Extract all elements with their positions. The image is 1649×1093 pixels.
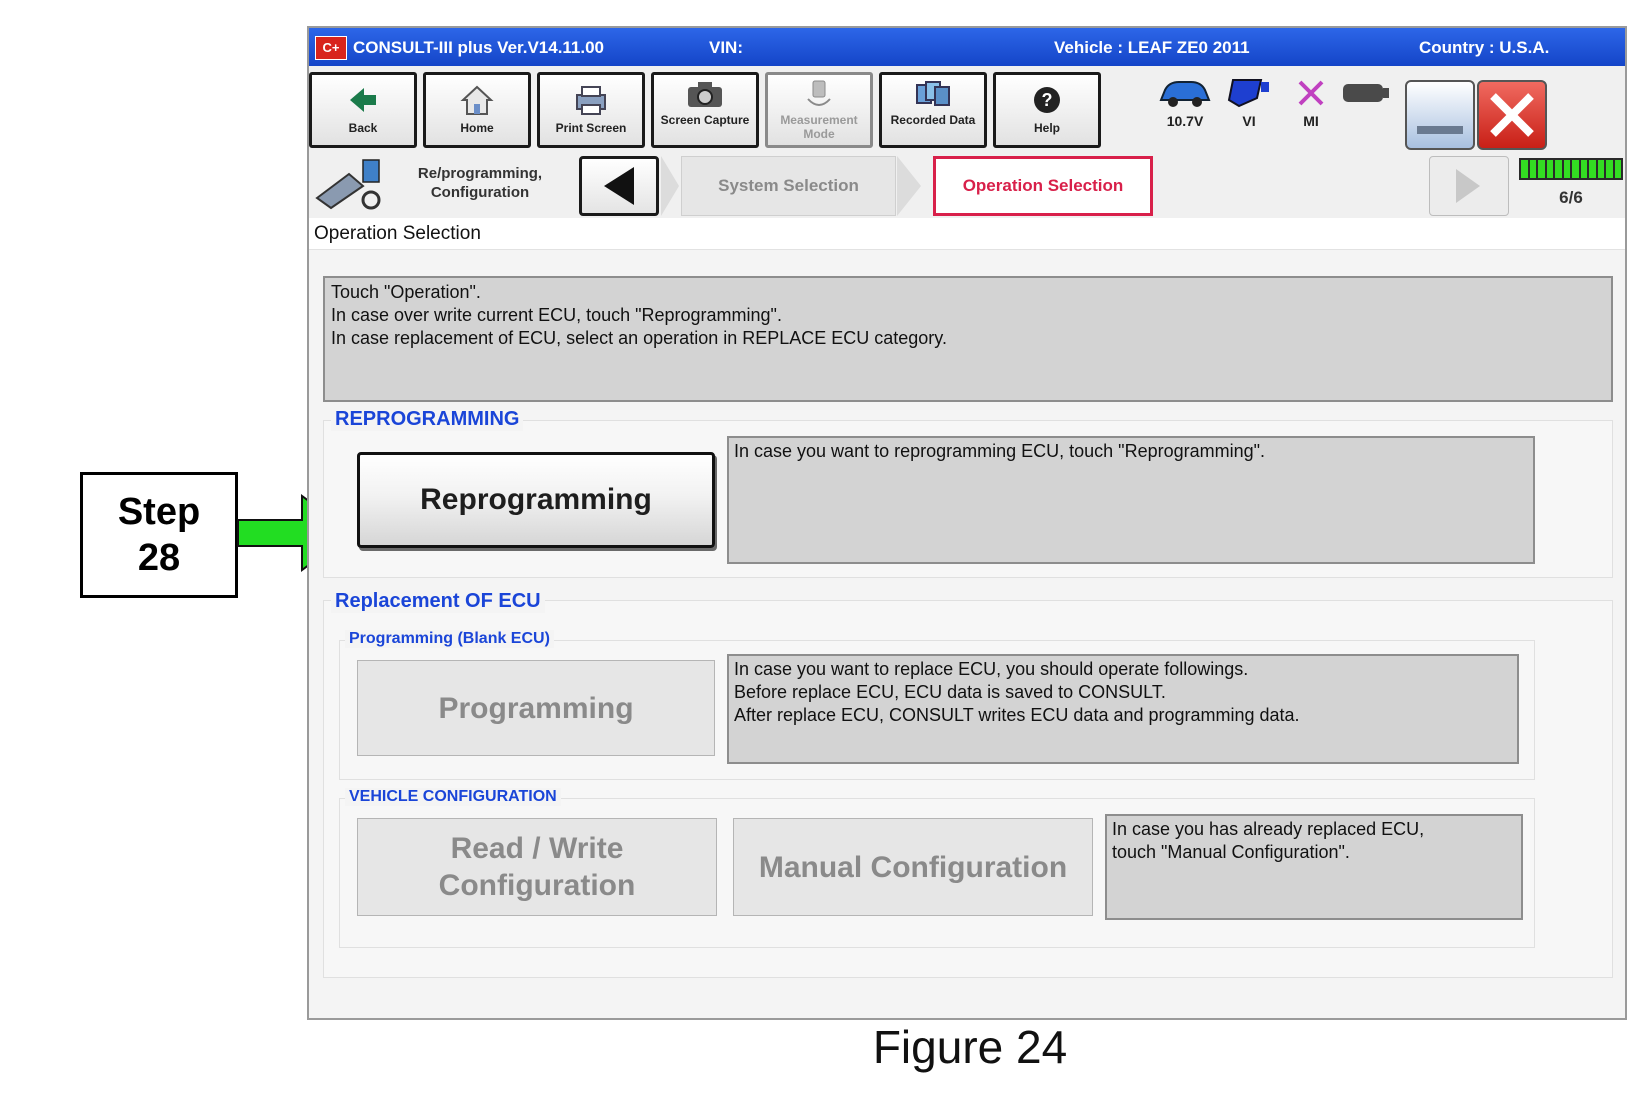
camera-icon [685, 79, 725, 109]
recorded-data-button[interactable] [879, 72, 987, 148]
crumb-system-selection[interactable]: System Selection [681, 156, 896, 216]
connection-status [1335, 76, 1395, 113]
progress-label: 6/6 [1559, 188, 1583, 207]
manual-configuration-description [1105, 814, 1523, 920]
step-number: 28 [137, 537, 181, 579]
mi-label: MI [1303, 113, 1319, 129]
description-line: touch "Manual Configuration". [1112, 842, 1350, 862]
close-icon [1479, 82, 1545, 148]
consult-logo: C+ [315, 36, 347, 60]
description-line: In case you want to replace ECU, you should operate followings. [734, 659, 1249, 679]
button-line: Read / Write [450, 832, 624, 865]
reprogramming-group-label: REPROGRAMMING [331, 408, 523, 431]
crumb-operation-selection[interactable]: Operation Selection [933, 156, 1153, 216]
back-toolbar-button[interactable] [309, 72, 417, 148]
instruction-line: In case replacement of ECU, select an operation in REPLACE ECU category. [331, 328, 947, 348]
reprogramming-icon [313, 156, 393, 216]
vin-label: VIN: [709, 38, 743, 57]
consult-window [307, 26, 1627, 1020]
recorded-data-label: Recorded Data [890, 113, 976, 127]
vi-status [1219, 76, 1279, 129]
programming-subgroup-label: Programming (Blank ECU) [345, 630, 554, 648]
screen-capture-label: Screen Capture [660, 113, 750, 127]
battery-status [1155, 76, 1215, 129]
back-arrow-icon [346, 83, 380, 117]
progress-bar [1519, 158, 1623, 180]
screen-capture-button[interactable] [651, 72, 759, 148]
close-button[interactable] [1477, 80, 1547, 150]
help-icon [1032, 83, 1062, 117]
mi-status [1281, 76, 1341, 129]
title-bar [309, 28, 1625, 66]
measurement-icon [804, 79, 834, 109]
content-area [309, 250, 1625, 1018]
description-line: Before replace ECU, ECU data is saved to CONSULT. [734, 682, 1166, 702]
reprogramming-button[interactable]: Reprogramming [357, 452, 715, 548]
nav-title: Re/programming, Configuration [417, 165, 543, 201]
recorded-data-icon [913, 79, 953, 109]
vehicle-configuration-label: VEHICLE CONFIGURATION [345, 788, 561, 806]
car-icon [1157, 76, 1213, 110]
button-line: Configuration [438, 869, 636, 902]
manual-configuration-button[interactable]: Manual Configuration [733, 818, 1093, 916]
measurement-mode-label: Measurement Mode [780, 113, 858, 141]
app-version: CONSULT-III plus Ver.V14.11.00 [353, 38, 605, 57]
vi-label: VI [1242, 113, 1256, 129]
nav-next-button[interactable] [1429, 156, 1509, 216]
programming-button[interactable]: Programming [357, 660, 715, 756]
print-screen-label: Print Screen [555, 121, 627, 135]
print-screen-button[interactable] [537, 72, 645, 148]
minimize-button[interactable] [1405, 80, 1475, 150]
step-callout [80, 472, 238, 598]
reprogramming-description: In case you want to reprogramming ECU, touch "Reprogramming". [727, 436, 1535, 564]
navigation-bar [309, 150, 1625, 225]
instruction-line: Touch "Operation". [331, 282, 481, 302]
help-button[interactable] [993, 72, 1101, 148]
read-write-configuration-button[interactable] [357, 818, 717, 916]
crumb-chevron-icon [661, 156, 681, 216]
svg-text:?: ? [1041, 90, 1053, 110]
instructions-box [323, 276, 1613, 402]
minimize-icon [1407, 82, 1473, 148]
triangle-left-icon [582, 159, 656, 213]
triangle-right-icon [1430, 157, 1508, 215]
mi-x-icon [1294, 76, 1328, 110]
home-icon [460, 83, 494, 117]
battery-voltage: 10.7V [1166, 113, 1204, 129]
country-label: Country : U.S.A. [1419, 38, 1550, 57]
instruction-line: In case over write current ECU, touch "Reprogramming". [331, 305, 782, 325]
home-label: Home [460, 121, 494, 135]
back-label: Back [348, 121, 378, 135]
description-line: After replace ECU, CONSULT writes ECU data and programming data. [734, 705, 1300, 725]
step-label: Step [117, 491, 201, 533]
vehicle-label: Vehicle : LEAF ZE0 2011 [1054, 38, 1250, 57]
page-title: Operation Selection [309, 218, 1625, 250]
help-label: Help [1033, 121, 1060, 135]
replacement-group-label: Replacement OF ECU [331, 590, 545, 613]
connector-icon [1337, 76, 1393, 110]
nav-back-button[interactable] [579, 156, 659, 216]
home-button[interactable] [423, 72, 531, 148]
figure-caption: Figure 24 [872, 1021, 1068, 1073]
crumb-chevron-icon [897, 156, 923, 216]
description-line: In case you has already replaced ECU, [1112, 819, 1425, 839]
measurement-mode-button[interactable] [765, 72, 873, 148]
programming-description [727, 654, 1519, 764]
printer-icon [571, 83, 611, 117]
vi-icon [1225, 76, 1273, 110]
